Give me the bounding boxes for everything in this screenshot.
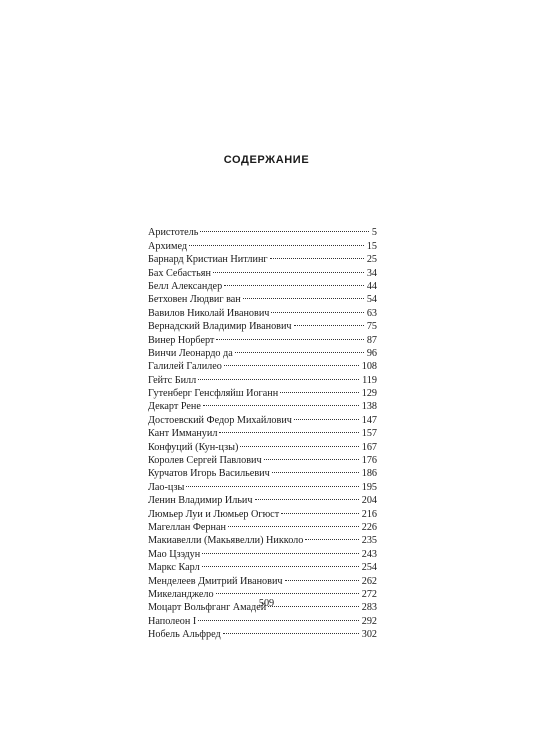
toc-entry-name: Декарт Рене xyxy=(148,401,201,413)
toc-entry-name: Наполеон I xyxy=(148,615,197,627)
toc-dot-leader xyxy=(294,409,359,422)
toc-dot-leader xyxy=(224,356,359,369)
toc-entry-page: 243 xyxy=(361,548,377,560)
toc-dot-leader xyxy=(198,610,358,623)
toc-entry-page: 283 xyxy=(361,602,377,614)
toc-entry-page: 204 xyxy=(361,495,377,507)
toc-entry-page: 167 xyxy=(361,441,377,453)
toc-entry-name: Гутенберг Генсфляйш Иоганн xyxy=(148,388,279,400)
toc-entry-page: 15 xyxy=(366,240,377,252)
toc-entry-page: 34 xyxy=(366,267,377,279)
toc-dot-leader xyxy=(228,517,359,530)
toc-entry-name: Гейтс Билл xyxy=(148,374,197,386)
toc-dot-leader xyxy=(186,476,358,489)
toc-entry-page: 186 xyxy=(361,468,377,480)
toc-dot-leader xyxy=(200,222,369,235)
toc-entry-name: Бах Себастьян xyxy=(148,267,211,279)
toc-entry-page: 176 xyxy=(361,455,377,467)
toc-entry-name: Аристотель xyxy=(148,227,199,239)
toc-dot-leader xyxy=(285,570,359,583)
toc-entry-name: Винчи Леонардо да xyxy=(148,347,233,359)
toc-entry-page: 129 xyxy=(361,388,377,400)
toc-entry-page: 195 xyxy=(361,481,377,493)
toc-entry-name: Достоевский Федор Михайлович xyxy=(148,414,292,426)
page-number: 509 xyxy=(258,598,275,609)
toc-entry-name: Моцарт Вольфганг Амадей xyxy=(148,602,267,614)
page-title: СОДЕРЖАНИЕ xyxy=(223,154,310,166)
toc-entry-page: 96 xyxy=(366,347,377,359)
toc-entry-name: Вернадский Владимир Иванович xyxy=(148,321,292,333)
toc-entry-page: 302 xyxy=(361,629,377,641)
toc-entry-page: 87 xyxy=(366,334,377,346)
toc-entry-page: 292 xyxy=(361,615,377,627)
toc-dot-leader xyxy=(202,557,359,570)
toc-entry-name: Маркс Карл xyxy=(148,562,200,574)
toc-entry-page: 5 xyxy=(371,227,377,239)
toc-dot-leader xyxy=(243,289,364,302)
toc-dot-leader xyxy=(216,584,359,597)
toc-entry-name: Конфуций (Кун-цзы) xyxy=(148,441,239,453)
toc-dot-leader xyxy=(203,396,359,409)
toc-entry-name: Архимед xyxy=(148,240,188,252)
toc-entry-page: 138 xyxy=(361,401,377,413)
toc-dot-leader xyxy=(202,543,359,556)
toc-entry-page: 119 xyxy=(362,374,377,386)
toc-dot-leader xyxy=(264,450,359,463)
toc-dot-leader xyxy=(223,624,359,637)
toc-entry-name: Лао-цзы xyxy=(148,481,185,493)
toc-dot-leader xyxy=(198,369,359,382)
toc-entry-name: Курчатов Игорь Васильевич xyxy=(148,468,270,480)
toc-dot-leader xyxy=(270,249,364,262)
toc-dot-leader xyxy=(281,503,359,516)
toc-entry-name: Микеланджело xyxy=(148,588,214,600)
toc-entry-name: Вавилов Николай Иванович xyxy=(148,307,270,319)
toc-entry-page: 44 xyxy=(366,280,377,292)
toc-entry-page: 216 xyxy=(361,508,377,520)
toc-entry-name: Нобель Альфред xyxy=(148,629,221,641)
toc-entry-page: 235 xyxy=(361,535,377,547)
toc-entry-name: Винер Норберт xyxy=(148,334,215,346)
toc-dot-leader xyxy=(224,276,364,289)
toc-entry-page: 157 xyxy=(361,428,377,440)
toc-dot-leader xyxy=(235,343,364,356)
toc-dot-leader xyxy=(219,423,358,436)
toc-entry-page: 75 xyxy=(366,321,377,333)
toc-entry-page: 262 xyxy=(361,575,377,587)
toc-entry-name: Барнард Кристиан Нитлинг xyxy=(148,254,268,266)
toc-entry-name: Мао Цзэдун xyxy=(148,548,201,560)
toc-entry-name: Магеллан Фернан xyxy=(148,521,226,533)
toc-entry xyxy=(148,222,377,239)
toc-dot-leader xyxy=(216,329,363,342)
toc-dot-leader xyxy=(280,383,359,396)
toc-dot-leader xyxy=(271,302,363,315)
toc-entry-page: 272 xyxy=(361,588,377,600)
toc-entry-name: Галилей Галилео xyxy=(148,361,222,373)
toc-entry-name: Ленин Владимир Ильич xyxy=(148,495,253,507)
toc-entry-page: 226 xyxy=(361,521,377,533)
toc-entry-name: Менделеев Дмитрий Иванович xyxy=(148,575,283,587)
toc-entry-name: Белл Александер xyxy=(148,280,223,292)
toc-entry-page: 54 xyxy=(366,294,377,306)
toc-entry-page: 108 xyxy=(361,361,377,373)
toc-dot-leader xyxy=(240,436,358,449)
toc-entry-name: Королев Сергей Павлович xyxy=(148,455,262,467)
toc-entry-name: Макиавелли (Макьявелли) Никколо xyxy=(148,535,304,547)
toc-entry-page: 147 xyxy=(361,414,377,426)
toc-dot-leader xyxy=(255,490,359,503)
toc-entry-name: Люмьер Луи и Люмьер Огюст xyxy=(148,508,280,520)
toc-dot-leader xyxy=(272,463,359,476)
toc-entry-name: Кант Иммануил xyxy=(148,428,218,440)
toc-entry-page: 25 xyxy=(366,254,377,266)
toc-dot-leader xyxy=(294,316,364,329)
toc-dot-leader xyxy=(213,262,364,275)
toc-entry-page: 254 xyxy=(361,562,377,574)
table-of-contents xyxy=(148,222,377,641)
toc-dot-leader xyxy=(305,530,358,543)
toc-dot-leader xyxy=(189,235,364,248)
toc-entry-page: 63 xyxy=(366,307,377,319)
toc-entry-name: Бетховен Людвиг ван xyxy=(148,294,241,306)
